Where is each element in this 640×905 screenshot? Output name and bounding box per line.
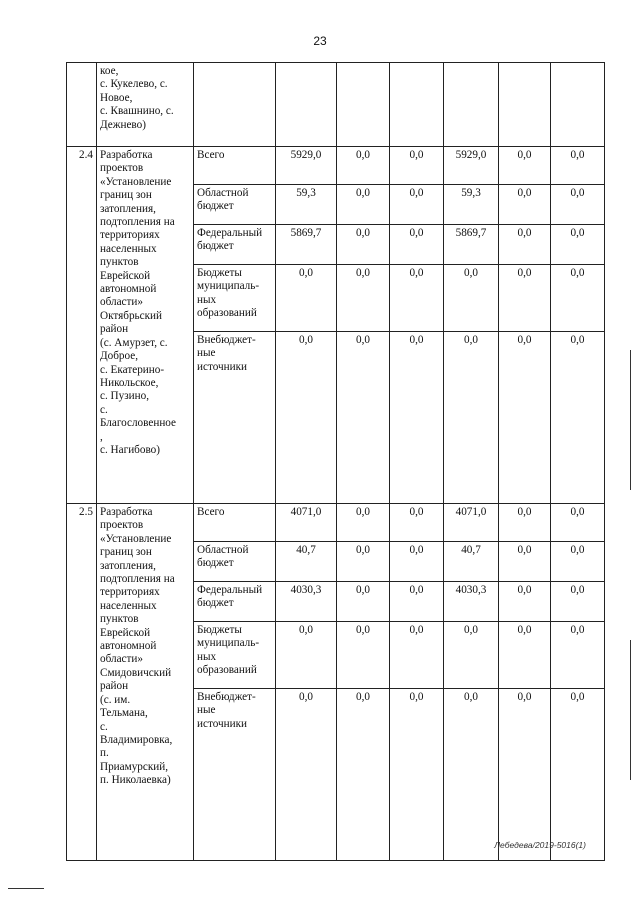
- amount-cell: 5869,7: [444, 225, 499, 265]
- amount-cell: 0,0: [551, 504, 605, 542]
- amount-cell: 4071,0: [276, 504, 337, 542]
- amount-cell: 0,0: [551, 582, 605, 622]
- funding-source-cell: Областной бюджет: [194, 542, 276, 582]
- amount-cell: 0,0: [551, 622, 605, 689]
- amount-cell: 0,0: [276, 332, 337, 504]
- amount-cell: 0,0: [337, 582, 390, 622]
- amount-cell: 0,0: [499, 225, 551, 265]
- empty-cell: [337, 63, 390, 147]
- amount-cell: 0,0: [337, 689, 390, 861]
- scan-artifact-line: [8, 888, 44, 889]
- funding-source-cell: Бюджеты муниципаль- ных образований: [194, 265, 276, 332]
- amount-cell: 0,0: [499, 185, 551, 225]
- amount-cell: 0,0: [551, 185, 605, 225]
- amount-cell: 0,0: [499, 689, 551, 861]
- footer-signature: Лебедева/2019-5016(1): [494, 840, 586, 850]
- index-cell: [67, 63, 97, 147]
- funding-source-cell: Всего: [194, 147, 276, 185]
- amount-cell: 4030,3: [444, 582, 499, 622]
- amount-cell: 0,0: [499, 542, 551, 582]
- amount-cell: 0,0: [499, 622, 551, 689]
- description-cell: кое, с. Кукелево, с. Новое, с. Квашнино, с. Дежнево): [97, 63, 194, 147]
- scan-artifact-line: [630, 350, 631, 490]
- index-cell: 2.5: [67, 504, 97, 861]
- amount-cell: 0,0: [337, 504, 390, 542]
- amount-cell: 0,0: [390, 147, 444, 185]
- amount-cell: 0,0: [390, 582, 444, 622]
- table-body: [67, 63, 605, 861]
- funding-source-cell: Областной бюджет: [194, 185, 276, 225]
- amount-cell: 0,0: [390, 185, 444, 225]
- amount-cell: 0,0: [390, 225, 444, 265]
- amount-cell: 0,0: [499, 332, 551, 504]
- amount-cell: 0,0: [337, 622, 390, 689]
- amount-cell: 4030,3: [276, 582, 337, 622]
- amount-cell: 0,0: [390, 332, 444, 504]
- table-row: [67, 504, 605, 542]
- amount-cell: 40,7: [444, 542, 499, 582]
- amount-cell: 59,3: [276, 185, 337, 225]
- amount-cell: 0,0: [444, 689, 499, 861]
- amount-cell: 0,0: [390, 622, 444, 689]
- funding-source-cell: Внебюджет- ные источники: [194, 332, 276, 504]
- amount-cell: 0,0: [444, 332, 499, 504]
- amount-cell: 0,0: [337, 265, 390, 332]
- amount-cell: 0,0: [390, 504, 444, 542]
- amount-cell: 0,0: [551, 147, 605, 185]
- amount-cell: 0,0: [337, 185, 390, 225]
- page-number: 23: [313, 34, 327, 48]
- amount-cell: 0,0: [337, 147, 390, 185]
- empty-cell: [194, 63, 276, 147]
- amount-cell: 0,0: [551, 225, 605, 265]
- amount-cell: 0,0: [499, 582, 551, 622]
- amount-cell: 0,0: [444, 622, 499, 689]
- funding-source-cell: Всего: [194, 504, 276, 542]
- table-row-continuation: [67, 63, 605, 147]
- budget-table: [66, 62, 605, 861]
- amount-cell: 0,0: [337, 332, 390, 504]
- funding-source-cell: Бюджеты муниципаль- ных образований: [194, 622, 276, 689]
- amount-cell: 5929,0: [276, 147, 337, 185]
- description-cell: Разработка проектов «Установление границ зон затопления, подтопления на территориях населенных пунктов Еврейской автономной области» Смидовичский район (с. им. Тельмана, с. Владимировка, п. Приамурский, п. Николаевка): [97, 504, 194, 861]
- amount-cell: 0,0: [337, 542, 390, 582]
- amount-cell: 0,0: [390, 689, 444, 861]
- amount-cell: 5929,0: [444, 147, 499, 185]
- amount-cell: 0,0: [276, 622, 337, 689]
- amount-cell: 0,0: [390, 265, 444, 332]
- amount-cell: 0,0: [499, 504, 551, 542]
- amount-cell: 0,0: [499, 265, 551, 332]
- empty-cell: [390, 63, 444, 147]
- amount-cell: 0,0: [337, 225, 390, 265]
- amount-cell: 0,0: [499, 147, 551, 185]
- table-row: [67, 147, 605, 185]
- amount-cell: 0,0: [551, 542, 605, 582]
- amount-cell: 0,0: [390, 542, 444, 582]
- amount-cell: 59,3: [444, 185, 499, 225]
- funding-source-cell: Федеральный бюджет: [194, 582, 276, 622]
- empty-cell: [551, 63, 605, 147]
- amount-cell: 0,0: [276, 265, 337, 332]
- amount-cell: 40,7: [276, 542, 337, 582]
- empty-cell: [444, 63, 499, 147]
- scan-artifact-line: [630, 640, 631, 780]
- amount-cell: 0,0: [551, 689, 605, 861]
- empty-cell: [499, 63, 551, 147]
- amount-cell: 4071,0: [444, 504, 499, 542]
- amount-cell: 0,0: [551, 265, 605, 332]
- funding-source-cell: Федеральный бюджет: [194, 225, 276, 265]
- index-cell: 2.4: [67, 147, 97, 504]
- description-cell: Разработка проектов «Установление границ зон затопления, подтопления на территориях населенных пунктов Еврейской автономной области» Октябрьский район (с. Амурзет, с. Доброе, с. Екатерино- Никольское, с. Пузино, с. Благословенное , с. Нагибово): [97, 147, 194, 504]
- amount-cell: 0,0: [276, 689, 337, 861]
- empty-cell: [276, 63, 337, 147]
- amount-cell: 0,0: [444, 265, 499, 332]
- amount-cell: 0,0: [551, 332, 605, 504]
- amount-cell: 5869,7: [276, 225, 337, 265]
- funding-source-cell: Внебюджет- ные источники: [194, 689, 276, 861]
